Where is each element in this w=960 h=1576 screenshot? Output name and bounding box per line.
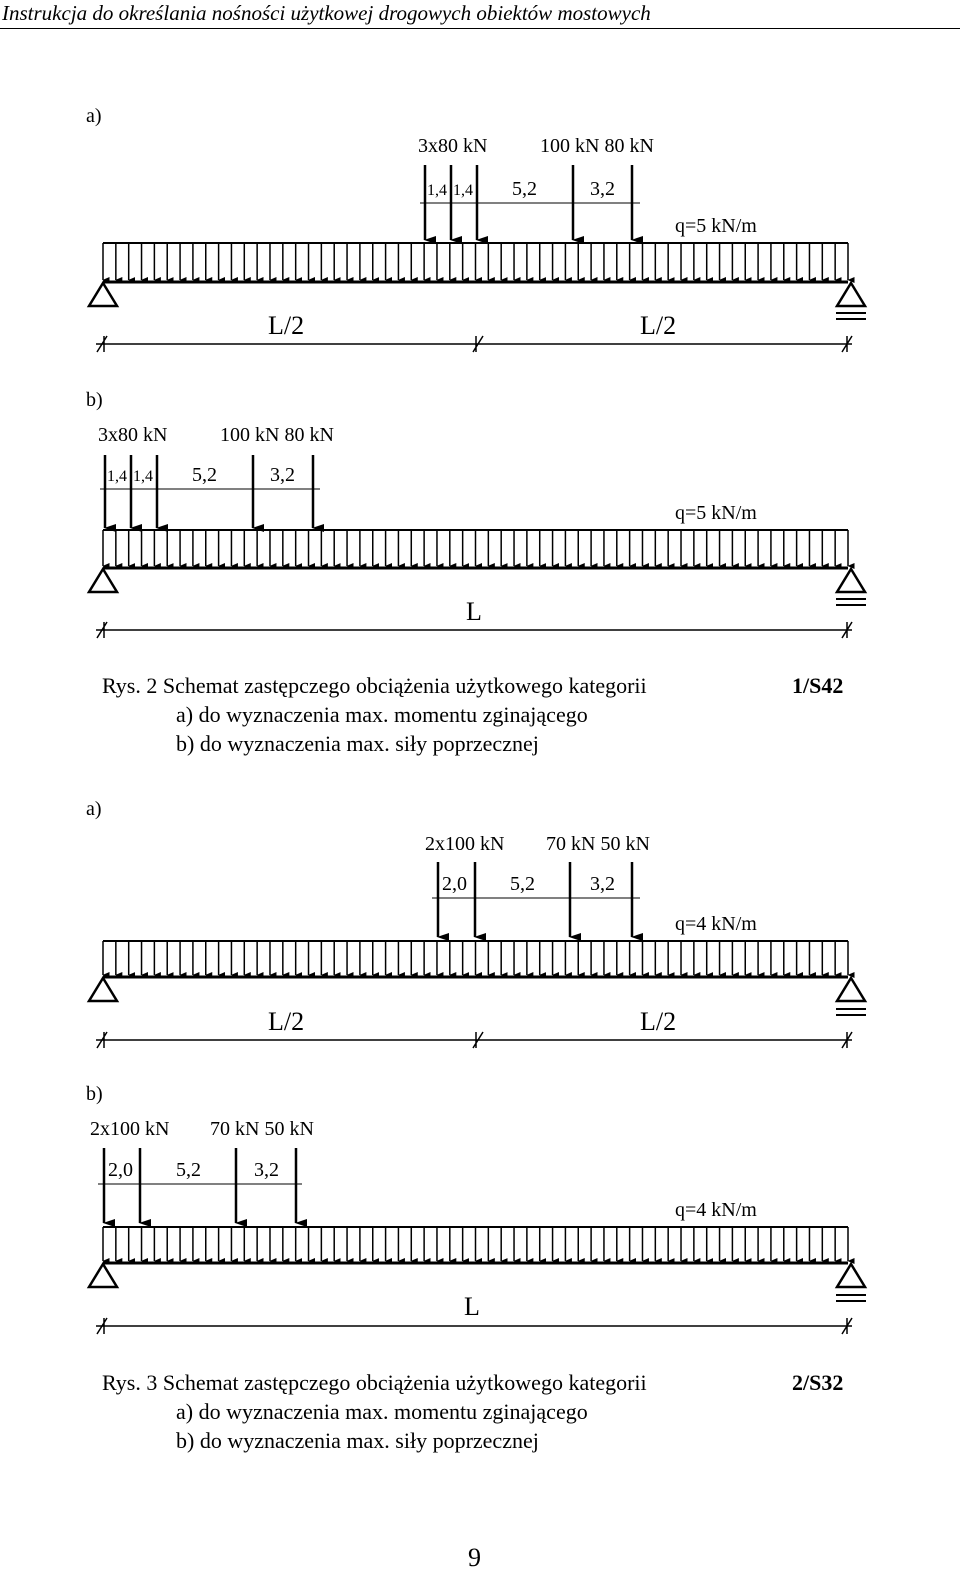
fig2b-pin-support-left xyxy=(89,1264,117,1287)
figure2-b xyxy=(86,1083,866,1334)
fig2a-q-label: q=4 kN/m xyxy=(675,913,757,935)
fig2b-load-group-label: 2x100 kN xyxy=(90,1118,170,1140)
fig2a-label: a) xyxy=(86,798,102,820)
header-title: Instrukcja do określania nośności użytkowej drogowych obiektów mostowych xyxy=(2,1,651,25)
fig1a-spacing-4: 3,2 xyxy=(590,178,615,200)
page-number: 9 xyxy=(468,1543,481,1572)
figure2-caption xyxy=(102,1370,843,1453)
fig1b-spacing-4: 3,2 xyxy=(270,464,295,486)
fig2b-span: L xyxy=(464,1292,480,1321)
fig2a-spacing-1: 2,0 xyxy=(442,873,467,895)
fig2a-span-left: L/2 xyxy=(268,1007,305,1036)
fig1b-roller-support-right xyxy=(837,569,865,592)
fig1a-roller-support-right xyxy=(837,283,865,306)
fig2a-spacing-3: 3,2 xyxy=(590,873,615,895)
figure1-a xyxy=(86,105,866,352)
fig1b-spacing-3: 5,2 xyxy=(192,464,217,486)
figure1-caption xyxy=(102,673,843,756)
fig2b-distributed-load xyxy=(103,1227,848,1261)
fig1-caption-line2: a) do wyznaczenia max. momentu zginającego xyxy=(176,702,588,727)
fig2-caption-line3: b) do wyznaczenia max. siły poprzecznej xyxy=(176,1428,539,1453)
fig2a-spacing-2: 5,2 xyxy=(510,873,535,895)
fig1b-distributed-load xyxy=(103,530,848,566)
fig1a-spacing-3: 5,2 xyxy=(512,178,537,200)
fig2-caption-category: 2/S32 xyxy=(792,1370,844,1395)
fig2b-spacing-2: 5,2 xyxy=(176,1159,201,1181)
fig1b-span: L xyxy=(466,597,482,626)
fig2b-label: b) xyxy=(86,1083,103,1105)
fig2b-spacing-3: 3,2 xyxy=(254,1159,279,1181)
fig1a-span-left: L/2 xyxy=(268,311,305,340)
fig1b-load-group-label: 3x80 kN xyxy=(98,424,168,446)
fig1a-spacing-1: 1,4 xyxy=(427,182,447,199)
fig2b-load-right-label: 70 kN 50 kN xyxy=(210,1118,314,1140)
fig2a-span-right: L/2 xyxy=(640,1007,677,1036)
fig2a-load-right-label: 70 kN 50 kN xyxy=(546,833,650,855)
fig1a-load-group-label: 3x80 kN xyxy=(418,135,488,157)
fig1-caption-category: 1/S42 xyxy=(792,673,844,698)
fig1b-spacing-1: 1,4 xyxy=(107,468,127,485)
fig1a-load-right-label: 100 kN 80 kN xyxy=(540,135,654,157)
fig1a-q-label: q=5 kN/m xyxy=(675,215,757,237)
fig2-caption-line2: a) do wyznaczenia max. momentu zginającego xyxy=(176,1399,588,1424)
fig2b-spacing-1: 2,0 xyxy=(108,1159,133,1181)
fig1-caption-line1: Rys. 2 Schemat zastępczego obciążenia użytkowego kategorii xyxy=(102,673,647,698)
fig2a-roller-support-right xyxy=(837,978,865,1001)
fig1b-load-right-label: 100 kN 80 kN xyxy=(220,424,334,446)
fig1b-spacing-2: 1,4 xyxy=(133,468,153,485)
figure2-a xyxy=(86,798,866,1048)
fig1a-spacing-2: 1,4 xyxy=(453,182,473,199)
fig2a-distributed-load xyxy=(103,941,848,975)
fig1a-pin-support-left xyxy=(89,283,117,306)
fig1-caption-line3: b) do wyznaczenia max. siły poprzecznej xyxy=(176,731,539,756)
fig1b-q-label: q=5 kN/m xyxy=(675,502,757,524)
fig1a-distributed-load xyxy=(103,243,848,280)
fig2b-q-label: q=4 kN/m xyxy=(675,1199,757,1221)
fig2a-pin-support-left xyxy=(89,978,117,1001)
fig1b-pin-support-left xyxy=(89,569,117,592)
fig1a-label: a) xyxy=(86,105,102,127)
figure1-b xyxy=(86,389,866,638)
fig2a-load-group-label: 2x100 kN xyxy=(425,833,505,855)
fig2b-roller-support-right xyxy=(837,1264,865,1287)
fig2-caption-line1: Rys. 3 Schemat zastępczego obciążenia użytkowego kategorii xyxy=(102,1370,647,1395)
fig1b-label: b) xyxy=(86,389,103,411)
fig1a-span-right: L/2 xyxy=(640,311,677,340)
